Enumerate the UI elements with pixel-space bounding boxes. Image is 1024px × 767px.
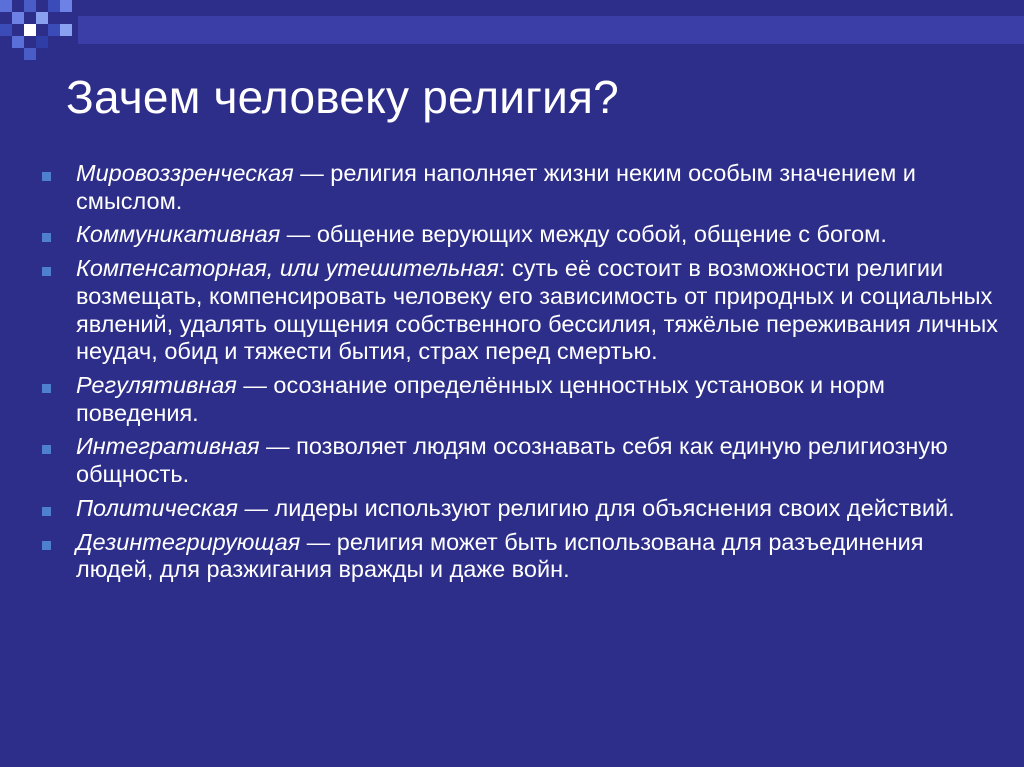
item-term: Коммуникативная [76, 221, 281, 248]
item-text: — религия может быть использована для разъединения людей, для разжигания вражды и даже войн. [76, 528, 924, 583]
square-bullet-icon [42, 172, 51, 181]
item-term: Регулятивная [76, 372, 237, 399]
item-text: — позволяет людям осознавать себя как единую религиозную общность. [76, 433, 948, 488]
corner-square [0, 24, 12, 36]
item-term: Интегративная [76, 433, 260, 460]
corner-square [12, 12, 24, 24]
slide-title: Зачем человеку религия? [66, 71, 619, 123]
list-item-compensatory [38, 255, 998, 366]
list-item-worldview [38, 160, 998, 215]
item-term: Дезинтегрирующая [76, 528, 301, 555]
item-term: Компенсаторная, или утешительная [76, 255, 499, 282]
item-text: — осознание определённых ценностных установок и норм поведения. [76, 372, 885, 426]
square-bullet-icon [42, 445, 51, 454]
list-item-regulative [38, 372, 998, 427]
corner-square [24, 0, 36, 12]
square-bullet-icon [42, 267, 51, 276]
corner-square [36, 36, 48, 48]
corner-square [60, 24, 72, 36]
corner-square [24, 24, 36, 36]
top-decorative-bar [78, 16, 1024, 44]
corner-square [48, 24, 60, 36]
corner-square [60, 0, 72, 12]
item-text: — религия наполняет жизни неким особым значением и смыслом. [76, 160, 916, 214]
list-item-political [38, 495, 998, 523]
corner-square [24, 48, 36, 60]
corner-square [12, 36, 24, 48]
corner-square [36, 12, 48, 24]
item-term: Мировоззренческая [76, 160, 294, 186]
item-term: Политическая [76, 494, 238, 521]
square-bullet-icon [42, 541, 51, 550]
list-item-communicative [38, 221, 998, 249]
item-text: — лидеры используют религию для объяснения своих действий. [238, 494, 955, 521]
item-text: : суть её состоит в возможности религии возмещать, компенсировать человеку его зависимость от природных и социальных явлений, удалять ощущения собственного бессилия, тяжёлые переживания личных неудач, обид и тяжести бытия, страх перед смертью. [76, 255, 999, 365]
list-item-integrative [38, 433, 998, 488]
list-item-disintegrating [38, 529, 998, 584]
square-bullet-icon [42, 507, 51, 516]
square-bullet-icon [42, 233, 51, 242]
square-bullet-icon [42, 384, 51, 393]
corner-square [0, 0, 12, 12]
bullet-list [38, 160, 998, 590]
corner-square [48, 0, 60, 12]
item-text: — общение верующих между собой, общение с богом. [280, 221, 887, 248]
corner-squares-decoration [0, 0, 80, 64]
